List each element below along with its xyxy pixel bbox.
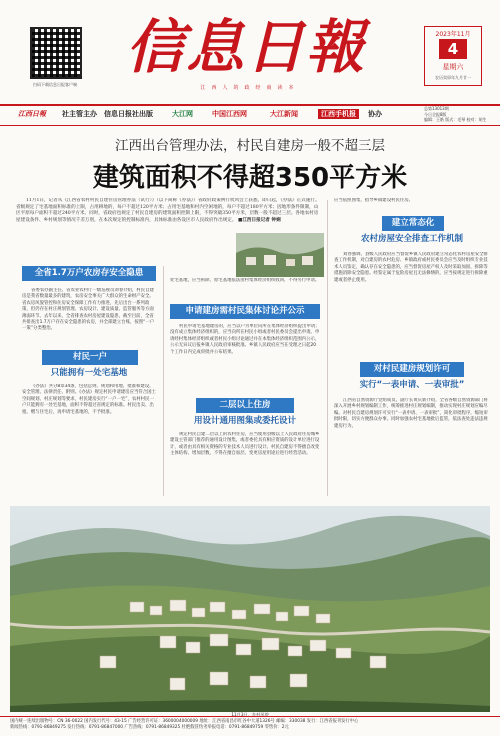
section-title-1: 全省1.7万户农房存安全隐患: [22, 266, 156, 281]
article-kicker: 江西出台管理办法，村民自建房一般不超三层: [115, 138, 385, 154]
section-text-5: 刘春强调，县级人民政府应当督促乡镇人民政府建立常态化农村房屋安全排查工作机制，对自建房的农村危房、乡镇政府或村民委员会应当及时组织专业技术人员鉴定，确认存在安全隐患的，应当督促房屋产权人及时采取加固、拆除等措施消除安全隐患。经鉴定属于危险房屋且无法修缮的，应当按规定进行拆除重建或者停止使用。: [334, 252, 488, 283]
section-subtitle-6: 实行“一表申请、一表审批”: [359, 380, 465, 390]
section-title-2-text: 村民一户: [72, 352, 107, 362]
column-divider-2: [327, 200, 328, 496]
village-aerial-photo: [10, 506, 490, 712]
logo-slogan: 江西人的政经商读本: [200, 85, 300, 91]
footer: [0, 716, 500, 736]
section-title-2b: 只能拥有一处宅基地: [50, 368, 128, 378]
partner-dajiang-net: 大江网: [172, 110, 193, 118]
date-box: [424, 26, 482, 86]
lede-text: 11月1日，记者从《江西省农村村民自建住房管理办法（试行）》（以下简称《办法》）省政府政策例行吹风会上获悉，即日起，《办法》正式施行。省级规定了宅基地面积标准的上限，占用耕地的，每户不超过120平方米；占用宅基地和村内空闲地的，每户不超过180平方米；因地形条件限制，山区平原每户面积不超过240平方米。同时，省政府也规定了村民自建房的建筑面积控制上限，不得突破350平方米，层数一般不超过三层。各地农村房屋建设条件、乡村规划等情况千差万别，在本次规定的控制标准内，具体标准由各设区市人民政府作出规定。: [16, 198, 320, 223]
section-subtitle-4: 用设计通用图集或委托设计: [193, 416, 296, 426]
section-text-6: 江西省自然资源厅党组成员、副厅长黄庆新介绍，全省各级自然资源部门将深入开展乡村规划编制工作，统筹推进村庄规划编制，推动实现村庄规划应编尽编。对村民自建房规划许可实行“一表申请、一表审批”，简化审批程序，缩短审批时限，切实方便群众办事。同时加强农村宅基地批后监管，依法查处违法违规建房行为。: [334, 398, 488, 429]
section-title-5: 建立常态化: [382, 216, 444, 231]
issue-editors: 编辑：王皓 版式：毛琴 校对：胡生: [424, 117, 487, 122]
section-text-2: 《办法》共分8章34条，包括总则、规划和用地、批准和建设、安全管理、法律责任、附则。《办法》规定村民申请建房应当符合国土空间规划、村庄规划等要求，村民建房实行“一户一宅”，农村村民一户只能拥有一处宅基地，面积不得超过省规定的标准。村民出卖、出租、赠与住宅后，再申请宅基地的，不予批准。: [22, 384, 156, 415]
jiangxi-daily-logo: 江西日報: [18, 109, 46, 118]
publisher-text-2: 信息日报社出版: [104, 110, 153, 118]
qr-caption: 扫码下载信息日报客户端: [33, 82, 77, 87]
issue-pages: 今日全报8版: [424, 111, 447, 117]
partner-dajiang-news: 大江新闻: [270, 110, 298, 118]
date-lunar: 农历癸卯年九月廿一: [435, 75, 471, 80]
section-text-4-cont: 应当依照图集，指导乡镇建设村民住房。: [334, 198, 414, 203]
section-text-1: 省委农办副主任、省农业农村厅一级巡视员刘春介绍，村民自建房是我省数量最多的建筑，农房安全事关广大群众的生命财产安全。省农房风貌管控和住房安全保障工作有力推进，先后出台一系列政策，但仍存在村庄规划管理、农房设计、建设质量、监管服务等方面薄弱环节。去年以来，全省排查农村房屋建设隐患，截至目前，全省共排查出1.7万户存在安全隐患的农房，并全部建立台账，按照“一户一策”分类整治。: [22, 288, 155, 332]
footer-line-1: 国内统一连续出版物号：CN 36-0022 国内发行代号：43-15 广告经营许可证：3600004000009 地址：江西省南昌市红谷中大道1326号 邮编：330038 发行：江西省报刊发行中心: [10, 719, 359, 724]
section-title-2a: [42, 350, 138, 365]
section-text-4: 规定村民自建二层以上的农村住房，应当使用县级以上人民政府住房城乡建设主管部门推荐的通用设计图集，或者委托具有相应资质的设计单位进行设计，或者由具有相关资格的专业技术人员进行设计。村民自建房不得擅自改变主体结构、增加层数，不得在擅自加层、变更房屋用途后进行经营活动。: [170, 432, 320, 457]
co-organizer-label: 协办: [368, 110, 382, 118]
masthead: [0, 0, 500, 102]
newspaper-logo: 信息日報: [126, 13, 367, 81]
issue-info: [424, 106, 500, 123]
section-text-1-cont: 处宅基地，应当拆除，原宅基地依法由村集体经济组织收回，不得另行申请。: [170, 278, 320, 283]
section-text-3: 村民申请宅基地建房的，应当以户为单位向所在集体经济组织提出申请；没有成立集体经济组织的，应当向所在村民小组或者村民委员会提出申请。申请经村集体经济组织或者村民小组讨论通过并在本集体经济组织范围内公示，公示无异议后报乡镇人民政府审核批准。乡镇人民政府应当在受理之日起20个工作日内完成审批并公布结果。: [170, 324, 320, 355]
article-headline[interactable]: 建筑面积不得超350平方米: [92, 163, 408, 193]
partner-china-jiangxi-net: 中国江西网: [212, 110, 247, 118]
section-subtitle-5: 农村房屋安全排查工作机制: [360, 234, 463, 244]
issue-number: 总第13013期: [424, 106, 449, 111]
byline: ■江西日报记者 钟娴: [237, 217, 281, 223]
section-title-3: 申请建房需村民集体讨论并公示: [170, 304, 320, 319]
thumbnail-photo: [236, 233, 324, 277]
footer-line-2: 新闻热线：0791-86849275 发行热线：0791-86847000 广告热线：0791-86849325 杜绝假冒伪劣举报电话：0791-86849759 零售价：2元: [10, 725, 289, 730]
column-divider: [163, 266, 164, 496]
photo-caption: 11月3日，乡村风貌: [231, 712, 269, 717]
date-weekday: 星期六: [442, 63, 464, 71]
section-title-4: 二层以上住房: [196, 398, 294, 413]
qr-code[interactable]: [30, 27, 82, 79]
date-day: 4: [439, 39, 467, 59]
publisher-text: 社主管主办: [62, 110, 97, 118]
partner-mobile-news: 江西手机报: [318, 109, 359, 119]
date-year-month: 2023年11月: [435, 31, 471, 38]
section-title-6: 对村民建房规划许可: [360, 362, 464, 377]
